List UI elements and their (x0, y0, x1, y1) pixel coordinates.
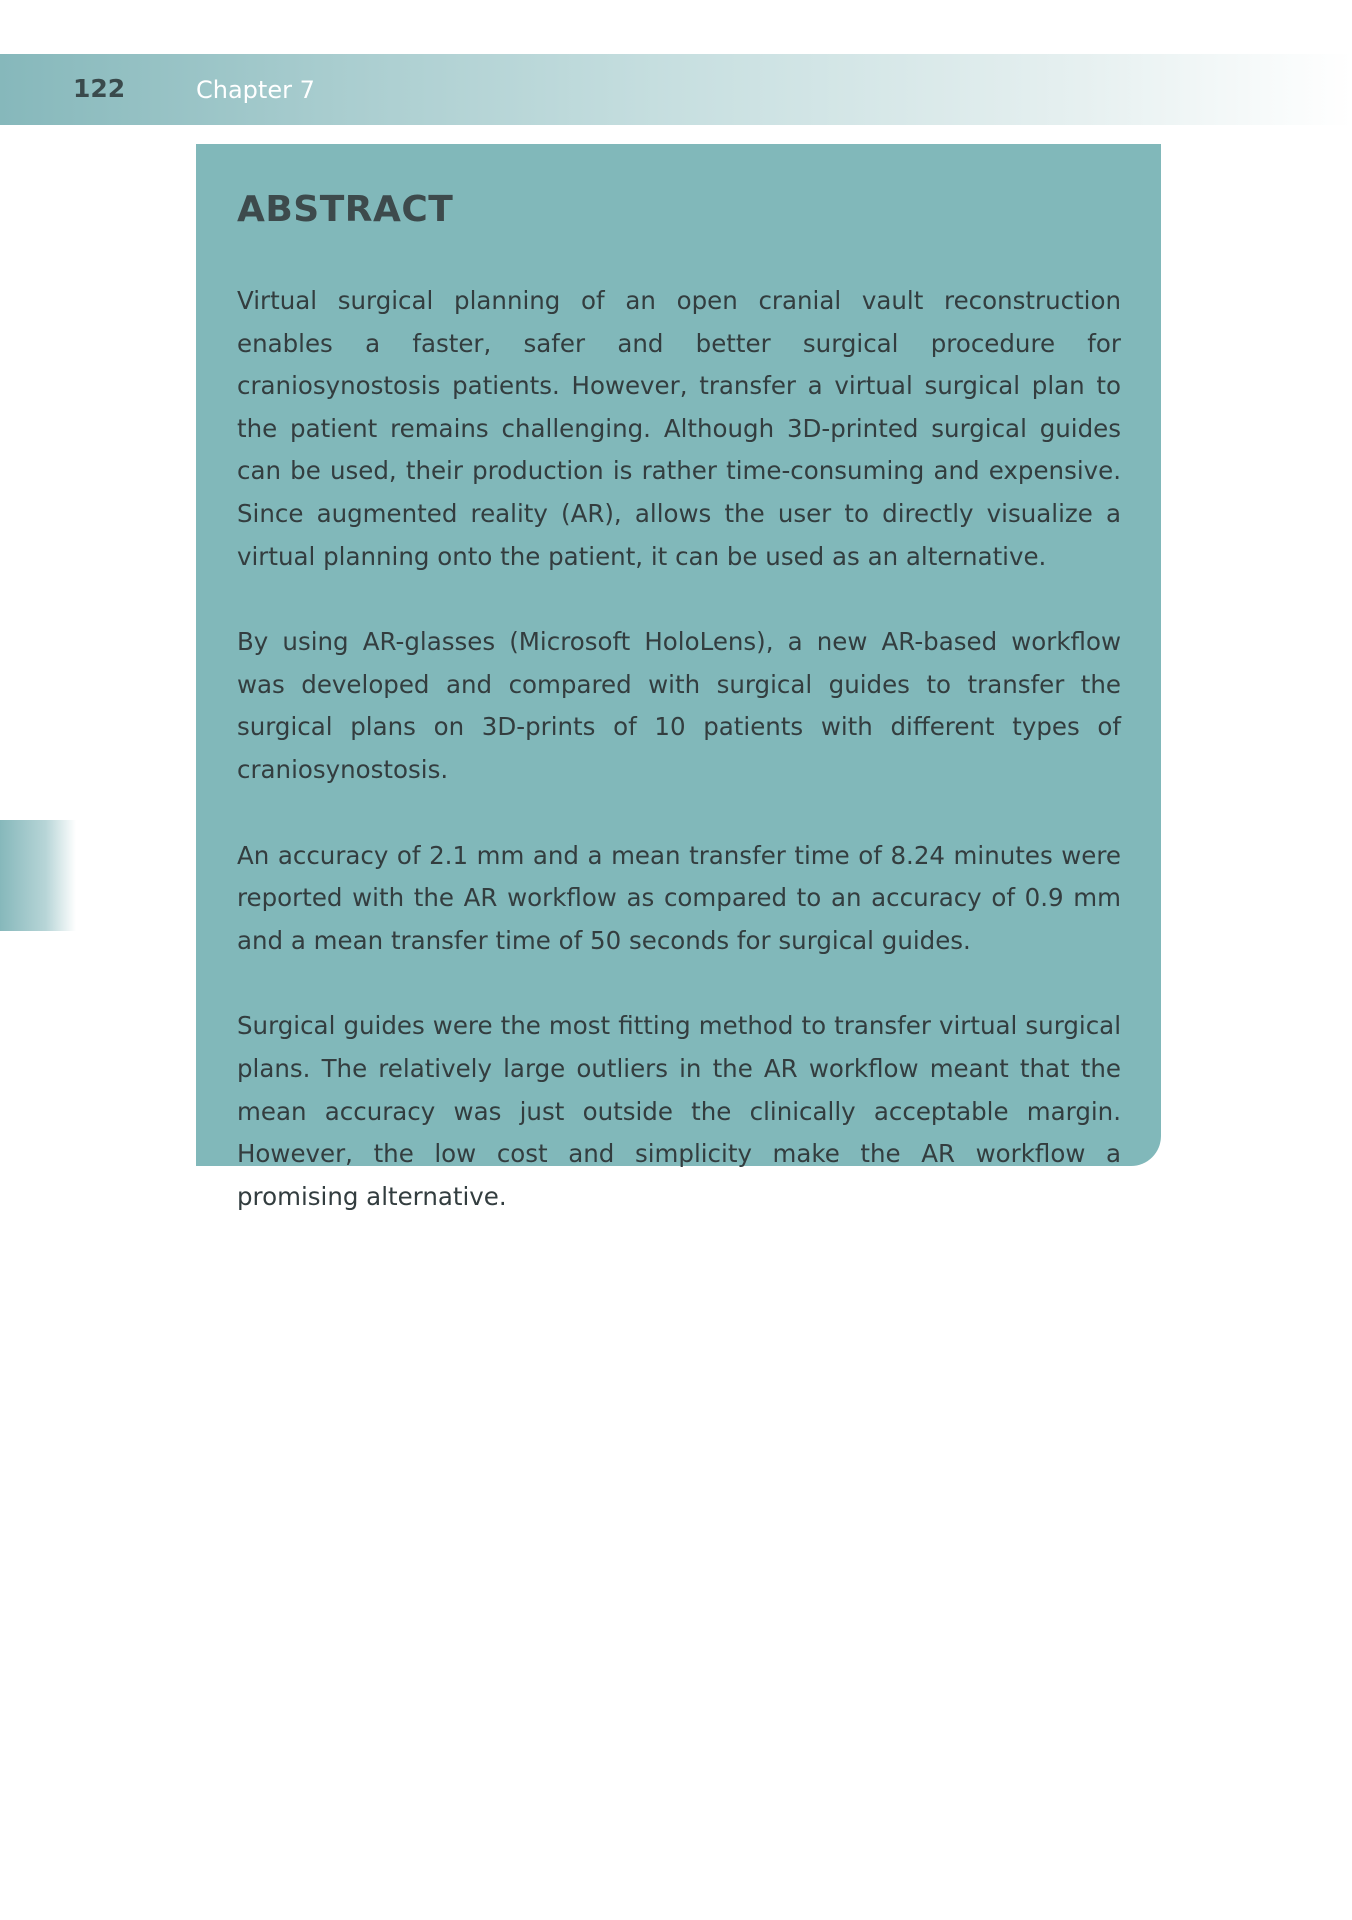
abstract-box (196, 144, 1161, 1211)
chapter-label: Chapter 7 (196, 76, 315, 104)
abstract-paragraph: Surgical guides were the most fitting method to transfer virtual surgical plans. The relatively large outliers in the AR workflow meant that the mean accuracy was just outside the clinically acceptable margin. However, the low cost and simplicity make the AR workflow a promising alternative. (237, 1011, 1121, 1211)
chapter-thumb-tab (0, 820, 76, 931)
page-number: 122 (73, 74, 126, 103)
abstract-paragraph: By using AR-glasses (Microsoft HoloLens), a new AR-based workflow was developed and compared with surgical guides to transfer the surgical plans on 3D-prints of 10 patients with different types of craniosynostosis. (237, 627, 1121, 784)
abstract-paragraph: An accuracy of 2.1 mm and a mean transfer time of 8.24 minutes were reported with the AR workflow as compared to an accuracy of 0.9 mm and a mean transfer time of 50 seconds for surgical guides. (237, 840, 1121, 955)
abstract-heading: ABSTRACT (237, 189, 454, 230)
abstract-paragraph: Virtual surgical planning of an open cranial vault reconstruction enables a faster, safer and better surgical procedure for craniosynostosis patients. However, transfer a virtual surgical plan to the patient remains challenging. Although 3D-printed surgical guides can be used, their production is rather time-consuming and expensive. Since augmented reality (AR), allows the user to directly visualize a virtual planning onto the patient, it can be used as an alternative. (237, 286, 1121, 571)
